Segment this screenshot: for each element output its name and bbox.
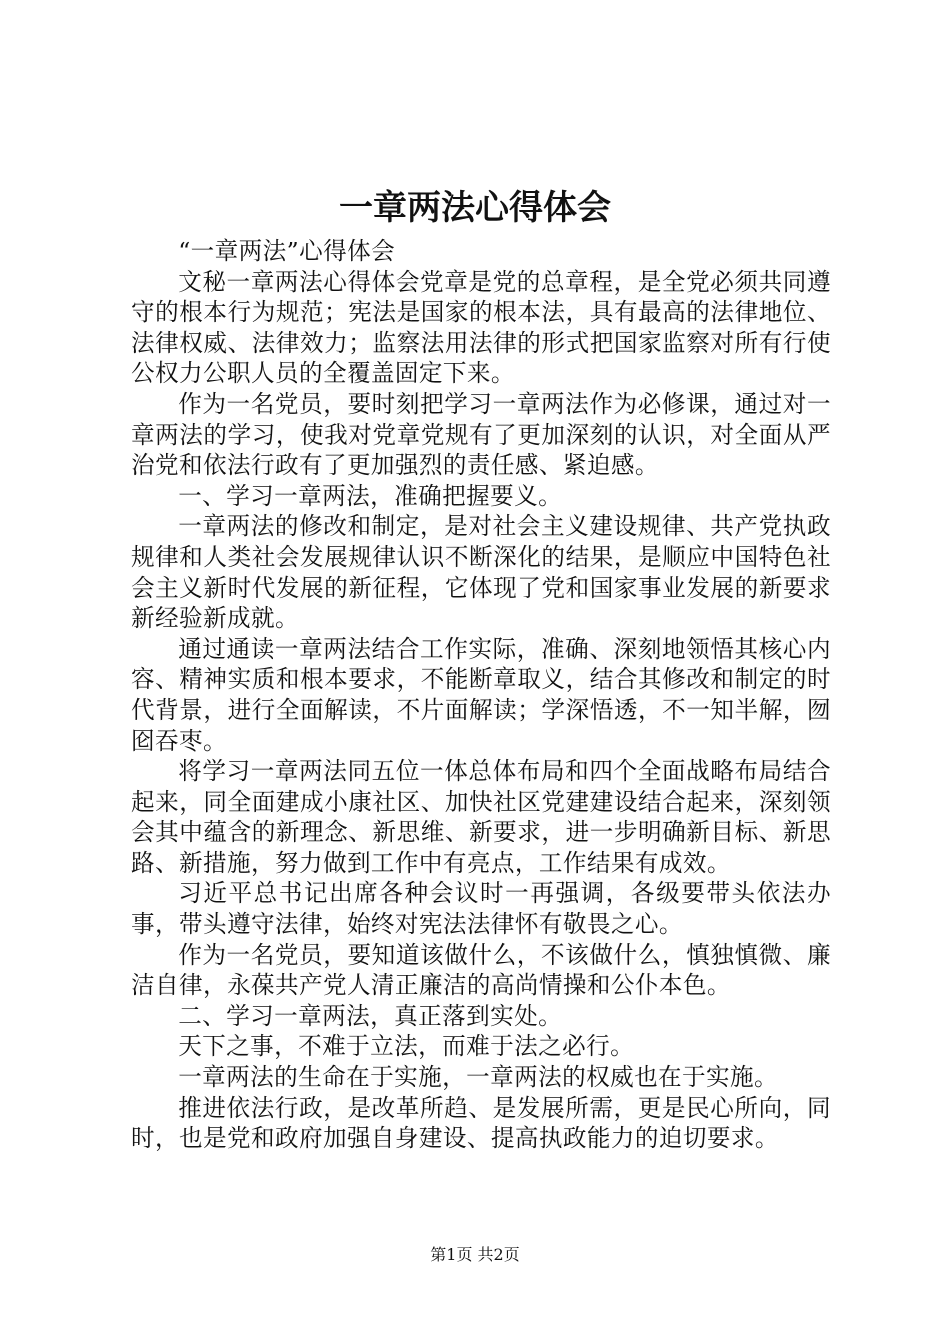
- section-heading: 一、学习一章两法，准确把握要义。: [178, 481, 563, 510]
- paragraph: 将学习一章两法同五位一体总体布局和四个全面战略布局结合起来，同全面建成小康社区、加快社区党建建设结合起来，深刻领会其中蕴含的新理念、新思维、新要求，进一步明确新目标、新思路、新措施，努力做到工作中有亮点，工作结果有成效。: [131, 757, 831, 877]
- paragraph: 天下之事，不难于立法，而难于法之必行。: [178, 1032, 635, 1061]
- section-heading: 二、学习一章两法，真正落到实处。: [178, 1001, 563, 1030]
- paragraph: 推进依法行政，是改革所趋、是发展所需，更是民心所向，同时，也是党和政府加强自身建设、提高执政能力的迫切要求。: [131, 1093, 831, 1153]
- document-title: 一章两法心得体会: [339, 188, 611, 228]
- paragraph: 作为一名党员，要知道该做什么，不该做什么，慎独慎微、廉洁自律，永葆共产党人清正廉洁的高尚情操和公仆本色。: [131, 940, 831, 1000]
- paragraph: 一章两法的修改和制定，是对社会主义建设规律、共产党执政规律和人类社会发展规律认识不断深化的结果，是顺应中国特色社会主义新时代发展的新征程，它体现了党和国家事业发展的新要求新经验新成就。: [131, 512, 831, 633]
- paragraph-subtitle: “一章两法”心得体会: [178, 237, 396, 265]
- page-footer: 第1页 共2页: [430, 1245, 520, 1264]
- paragraph: 一章两法的生命在于实施，一章两法的权威也在于实施。: [178, 1063, 779, 1092]
- paragraph: 习近平总书记出席各种会议时一再强调，各级要带头依法办事，带头遵守法律，始终对宪法法律怀有敬畏之心。: [131, 879, 831, 939]
- paragraph: 文秘一章两法心得体会党章是党的总章程，是全党必须共同遵守的根本行为规范；宪法是国家的根本法，具有最高的法律地位、法律权威、法律效力；监察法用法律的形式把国家监察对所有行使公权力公职人员的全覆盖固定下来。: [131, 267, 831, 388]
- paragraph: 通过通读一章两法结合工作实际，准确、深刻地领悟其核心内容、精神实质和根本要求，不能断章取义，结合其修改和制定的时代背景，进行全面解读，不片面解读；学深悟透，不一知半解，囫囵吞枣。: [131, 634, 831, 755]
- document-body: [131, 236, 831, 1154]
- paragraph: 作为一名党员，要时刻把学习一章两法作为必修课，通过对一章两法的学习，使我对党章党规有了更加深刻的认识，对全面从严治党和依法行政有了更加强烈的责任感、紧迫感。: [131, 389, 831, 480]
